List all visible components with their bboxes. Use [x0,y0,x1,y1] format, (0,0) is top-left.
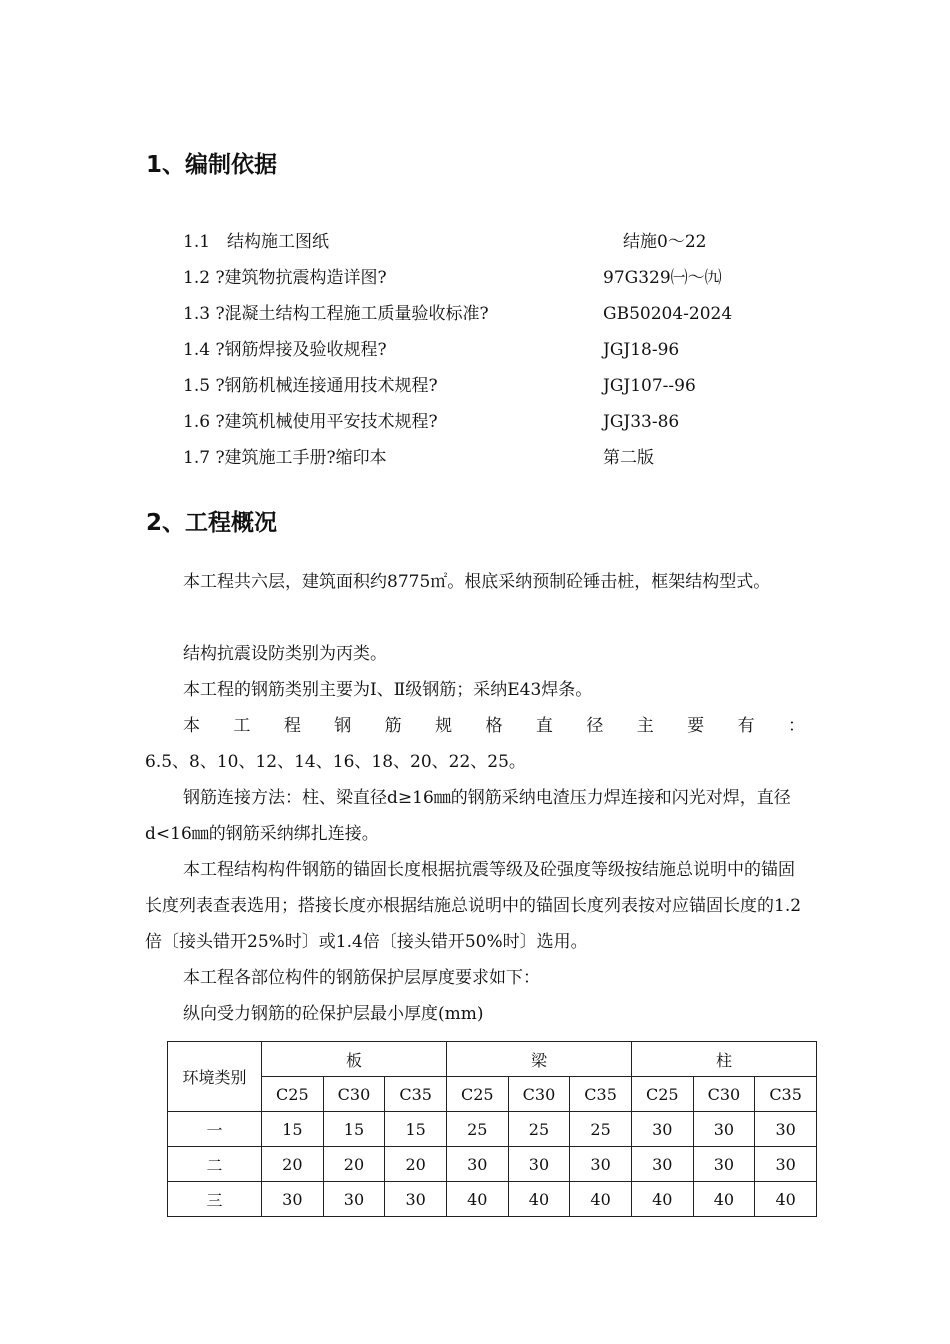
env-class-cell: 一 [168,1112,262,1147]
concrete-cover-table [167,1041,817,1217]
cover-intro-paragraph: 本工程各部位构件的钢筋保护层厚度要求如下： [183,968,540,988]
table-cell: 30 [755,1112,817,1147]
reference-name: 1.2 ?建筑物抗震构造详图? [183,268,387,288]
table-cell: 30 [693,1112,755,1147]
table-cell: 30 [508,1147,570,1182]
table-cell: 25 [446,1112,508,1147]
reference-code: 结施0～22 [623,232,707,252]
table-cell: 30 [755,1147,817,1182]
reference-name: 1.5 ?钢筋机械连接通用技术规程? [183,376,438,396]
section-2-heading: 2、工程概况 [146,510,278,536]
reference-item [183,265,803,301]
reference-name: 1.6 ?建筑机械使用平安技术规程? [183,412,438,432]
table-cell: 15 [385,1112,447,1147]
table-cell: 30 [323,1182,385,1217]
table-cell: 30 [385,1182,447,1217]
table-cell: 30 [631,1112,693,1147]
rebar-spec-intro: 本工程钢筋规格直径主要有： [183,716,805,736]
grade-header: C35 [570,1077,632,1112]
reference-item [183,229,803,265]
table-cell: 30 [570,1147,632,1182]
env-class-header: 环境类别 [168,1042,262,1112]
anchorage-paragraph: 本工程结构构件钢筋的锚固长度根据抗震等级及砼强度等级按结施总说明中的锚固长度列表查表选用；搭接长度亦根据结施总说明中的锚固长度列表按对应锚固长度的1.2倍〔接头错开25%时〕或1.4倍〔接头错开50%时〕选用。 [145,860,802,952]
connection-paragraph: 钢筋连接方法：柱、梁直径d≥16㎜的钢筋采纳电渣压力焊连接和闪光对焊，直径d<16㎜的钢筋采纳绑扎连接。 [145,788,791,844]
grade-header: C30 [693,1077,755,1112]
table-cell: 40 [508,1182,570,1217]
grade-header: C30 [323,1077,385,1112]
grade-header: C35 [755,1077,817,1112]
slab-header: 板 [262,1042,447,1077]
table-row [168,1182,817,1217]
beam-header: 梁 [446,1042,631,1077]
section-1-heading: 1、编制依据 [146,152,278,178]
reference-item [183,445,803,481]
table-grade-row [168,1077,817,1112]
reference-code: JGJ33-86 [603,412,680,432]
reference-code: 第二版 [603,448,654,468]
rebar-grade-paragraph: 本工程的钢筋类别主要为Ⅰ、Ⅱ级钢筋；采纳E43焊条。 [183,680,593,700]
grade-header: C25 [446,1077,508,1112]
table-cell: 30 [262,1182,324,1217]
table-cell: 40 [631,1182,693,1217]
reference-item [183,373,803,409]
reference-item [183,337,803,373]
grade-header: C25 [262,1077,324,1112]
grade-header: C35 [385,1077,447,1112]
table-cell: 40 [755,1182,817,1217]
seismic-paragraph: 结构抗震设防类别为丙类。 [183,644,387,664]
table-cell: 40 [446,1182,508,1217]
table-caption: 纵向受力钢筋的砼保护层最小厚度(mm) [183,1004,484,1024]
table-cell: 20 [262,1147,324,1182]
table-cell: 20 [323,1147,385,1182]
table-cell: 25 [570,1112,632,1147]
reference-item [183,301,803,337]
table-cell: 30 [693,1147,755,1182]
table-cell: 25 [508,1112,570,1147]
table-row [168,1112,817,1147]
table-cell: 30 [446,1147,508,1182]
table-row [168,1147,817,1182]
table-cell: 40 [570,1182,632,1217]
reference-name: 1.4 ?钢筋焊接及验收规程? [183,340,387,360]
grade-header: C25 [631,1077,693,1112]
reference-item [183,409,803,445]
table-cell: 15 [262,1112,324,1147]
reference-code: GB50204-2024 [603,304,733,324]
grade-header: C30 [508,1077,570,1112]
env-class-cell: 三 [168,1182,262,1217]
reference-code: JGJ107--96 [603,376,696,396]
reference-name: 1.7 ?建筑施工手册?缩印本 [183,448,387,468]
reference-name: 1.1 结构施工图纸 [183,232,330,252]
table-cell: 15 [323,1112,385,1147]
env-class-cell: 二 [168,1147,262,1182]
reference-code: JGJ18-96 [603,340,680,360]
reference-name: 1.3 ?混凝土结构工程施工质量验收标准? [183,304,489,324]
rebar-spec-list: 6.5、8、10、12、14、16、18、20、22、25。 [145,752,526,772]
table-header-row [168,1042,817,1077]
table-cell: 30 [631,1147,693,1182]
reference-code: 97G329㈠～㈨ [603,268,722,288]
reference-list [183,229,803,481]
column-header: 柱 [631,1042,816,1077]
table-cell: 40 [693,1182,755,1217]
overview-paragraph: 本工程共六层，建筑面积约8775㎡。根底采纳预制砼锤击桩，框架结构型式。 [183,572,771,592]
table-cell: 20 [385,1147,447,1182]
